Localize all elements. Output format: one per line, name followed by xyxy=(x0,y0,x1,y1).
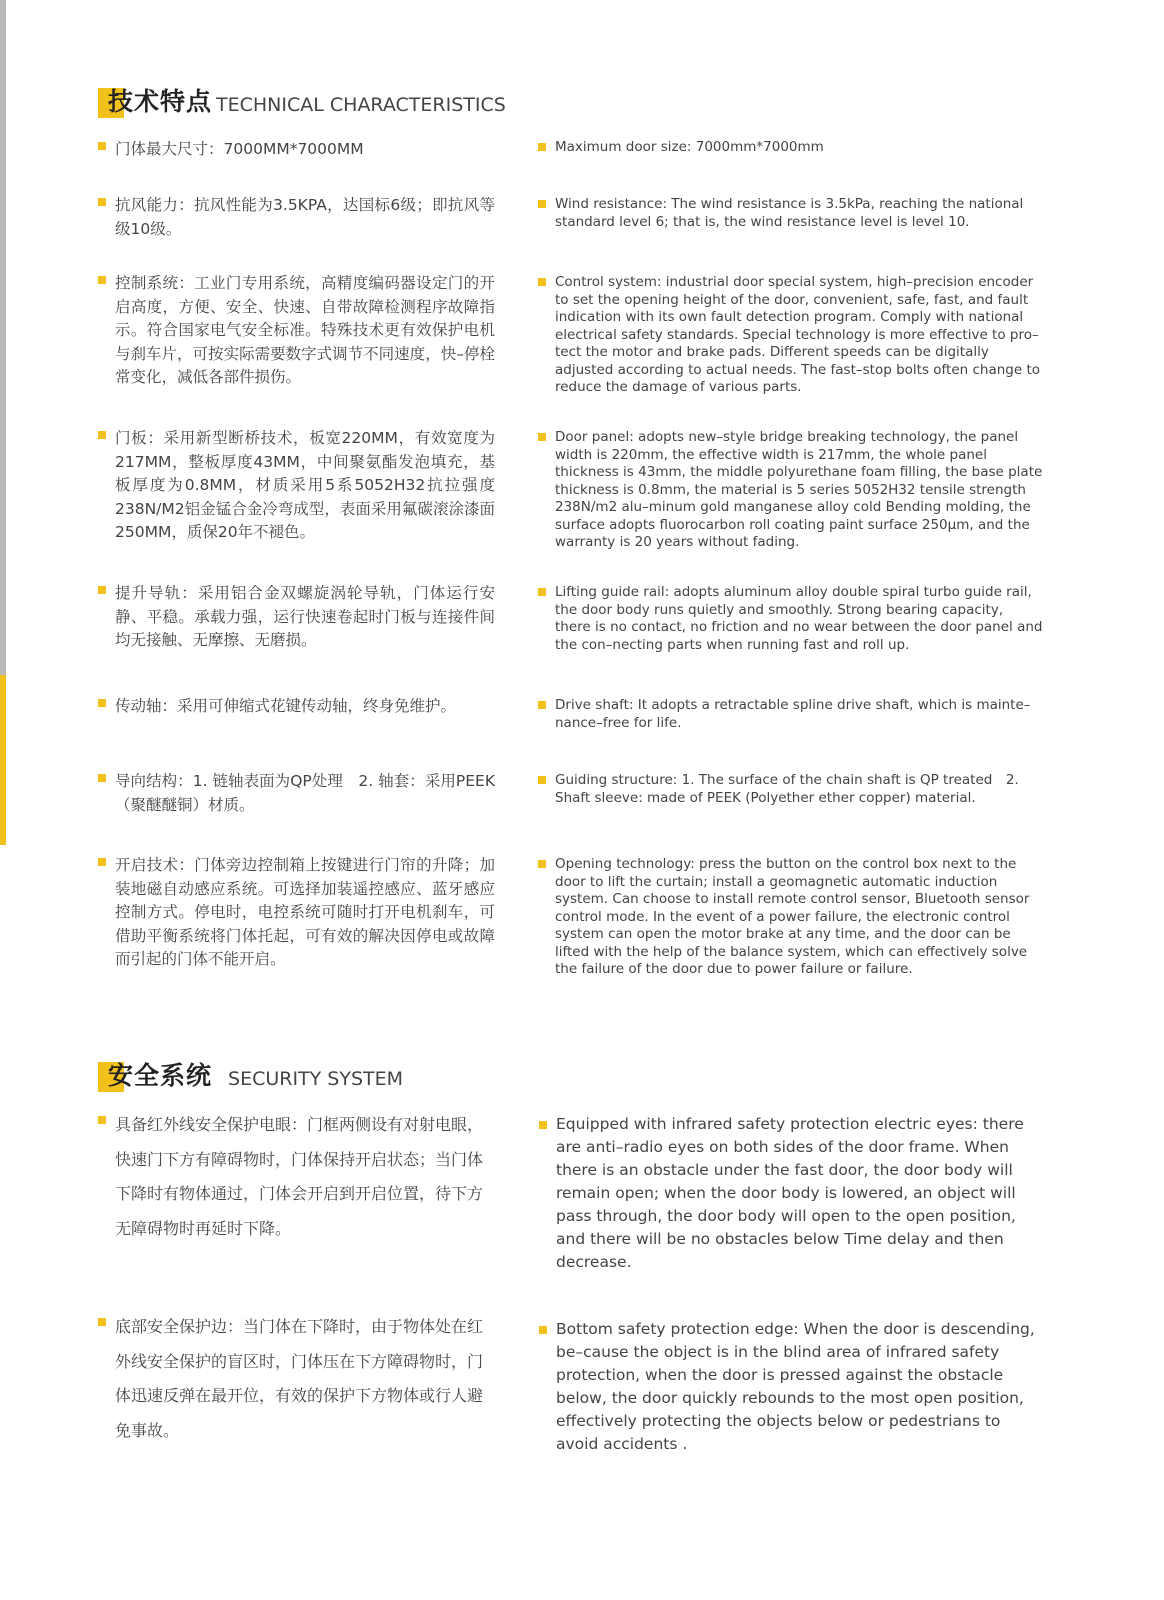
tech-item-cn: 抗风能力：抗风性能为3.5KPA，达国标6级；即抗风等级10级。 xyxy=(115,194,495,241)
bullet-icon xyxy=(98,1318,106,1326)
bullet-icon xyxy=(98,431,106,439)
tech-item-cn: 门体最大尺寸：7000MM*7000MM xyxy=(115,138,495,162)
tech-item-cn: 提升导轨：采用铝合金双螺旋涡轮导轨，门体运行安静、平稳。承载力强，运行快速卷起时门板与连接件间均无接触、无摩擦、无磨损。 xyxy=(115,582,495,653)
bullet-icon xyxy=(538,200,546,208)
left-edge-strip xyxy=(0,0,6,675)
bullet-icon xyxy=(98,858,106,866)
bullet-icon xyxy=(538,776,546,784)
tech-item-en: Drive shaft: It adopts a retractable spline drive shaft, which is mainte–nance–free for life. xyxy=(555,697,1043,732)
tech-item-cn: 传动轴：采用可伸缩式花键传动轴，终身免维护。 xyxy=(115,695,495,719)
section-title-technical xyxy=(98,82,506,118)
bullet-icon xyxy=(98,198,106,206)
bullet-icon xyxy=(538,278,546,286)
tech-item-en: Wind resistance: The wind resistance is 3.5kPa, reaching the national standard level 6; that is, the wind resistance level is level 10. xyxy=(555,196,1043,231)
bullet-icon xyxy=(538,588,546,596)
left-edge-accent xyxy=(0,675,6,845)
bullet-icon xyxy=(98,586,106,594)
bullet-icon xyxy=(538,860,546,868)
bullet-icon xyxy=(539,1326,547,1334)
tech-item-cn: 开启技术：门体旁边控制箱上按键进行门帘的升降；加装地磁自动感应系统。可选择加装遥控感应、蓝牙感应控制方式。停电时，电控系统可随时打开电机刹车，可借助平衡系统将门体托起，可有效的解决因停电或故障而引起的门体不能开启。 xyxy=(115,854,495,972)
bullet-icon xyxy=(98,774,106,782)
tech-item-cn: 导向结构：1. 链轴表面为QP处理 2. 轴套：采用PEEK（聚醚醚铜）材质。 xyxy=(115,770,495,817)
security-item-en: Bottom safety protection edge: When the door is descending, be–cause the object is in the blind area of infrared safety protection, when the door is pressed against the obstacle below, the door quickly rebounds to the most open position, effectively protecting the objects below or pedestrians to avoid accidents . xyxy=(556,1318,1044,1456)
tech-item-en: Door panel: adopts new–style bridge breaking technology, the panel width is 220mm, the effective width is 217mm, the whole panel thickness is 43mm, the middle polyurethane foam filling, the base plate thickness is 0.8mm, the material is 5 series 5052H32 tensile strength 238N/m2 alu–minum gold manganese alloy cold Bending molding, the surface adopts fluorocarbon roll coating paint surface 250μm, and the warranty is 20 years without fading. xyxy=(555,429,1043,552)
section-title-cn: 技术特点 xyxy=(108,87,213,116)
tech-item-cn: 门板：采用新型断桥技术，板宽220MM，有效宽度为217MM，整板厚度43MM，中间聚氨酯发泡填充，基板厚度为0.8MM，材质采用5系5052H32抗拉强度238N/M2铝金锰合金冷弯成型，表面采用氟碳滚涂漆面250MM，质保20年不褪色。 xyxy=(115,427,495,545)
bullet-icon xyxy=(538,701,546,709)
section-title-cn: 安全系统 xyxy=(108,1061,213,1090)
bullet-icon xyxy=(98,142,106,150)
tech-item-en: Guiding structure: 1. The surface of the chain shaft is QP treated 2. Shaft sleeve: made of PEEK (Polyether ether copper) material. xyxy=(555,772,1043,807)
tech-item-en: Lifting guide rail: adopts aluminum alloy double spiral turbo guide rail, the door body runs quietly and smoothly. Strong bearing capacity, there is no contact, no friction and no wear between the door panel and the con–necting parts when running fast and roll up. xyxy=(555,584,1043,654)
tech-item-en: Control system: industrial door special system, high–precision encoder to set the opening height of the door, convenient, safe, fast, and fault indication with its own fault detection program. Comply with national electrical safety standards. Special technology is more effective to pro–tect the motor and brake pads. Different speeds can be digitally adjusted according to actual needs. The fast–stop bolts often change to reduce the damage of various parts. xyxy=(555,274,1043,397)
bullet-icon xyxy=(98,699,106,707)
tech-item-en: Opening technology: press the button on the control box next to the door to lift the curtain; install a geomagnetic automatic induction system. Can choose to install remote control sensor, Bluetooth sensor control mode. In the event of a power failure, the electronic control system can open the motor brake at any time, and the door can be lifted with the help of the balance system, which can effectively solve the failure of the door due to power failure or failure. xyxy=(555,856,1043,979)
bullet-icon xyxy=(538,433,546,441)
section-title-en: SECURITY SYSTEM xyxy=(228,1068,404,1090)
security-item-cn: 具备红外线安全保护电眼：门框两侧设有对射电眼，快速门下方有障碍物时，门体保持开启状态；当门体下降时有物体通过，门体会开启到开启位置，待下方无障碍物时再延时下降。 xyxy=(115,1108,495,1246)
bullet-icon xyxy=(98,276,106,284)
tech-item-en: Maximum door size: 7000mm*7000mm xyxy=(555,139,1043,157)
bullet-icon xyxy=(98,1116,106,1124)
bullet-icon xyxy=(539,1121,547,1129)
section-title-en: TECHNICAL CHARACTERISTICS xyxy=(216,94,506,116)
section-title-security xyxy=(98,1056,403,1092)
security-item-en: Equipped with infrared safety protection electric eyes: there are anti–radio eyes on both sides of the door frame. When there is an obstacle under the fast door, the door body will remain open; when the door body is lowered, an object will pass through, the door body will open to the open position, and there will be no obstacles below Time delay and then decrease. xyxy=(556,1113,1044,1274)
security-item-cn: 底部安全保护边：当门体在下降时，由于物体处在红外线安全保护的盲区时，门体压在下方障碍物时，门体迅速反弹在最开位，有效的保护下方物体或行人避免事故。 xyxy=(115,1310,495,1448)
tech-item-cn: 控制系统：工业门专用系统，高精度编码器设定门的开启高度，方便、安全、快速、自带故障检测程序故障指示。符合国家电气安全标准。特殊技术更有效保护电机与刹车片，可按实际需要数字式调节不同速度，快–停栓常变化，减低各部件损伤。 xyxy=(115,272,495,390)
bullet-icon xyxy=(538,143,546,151)
